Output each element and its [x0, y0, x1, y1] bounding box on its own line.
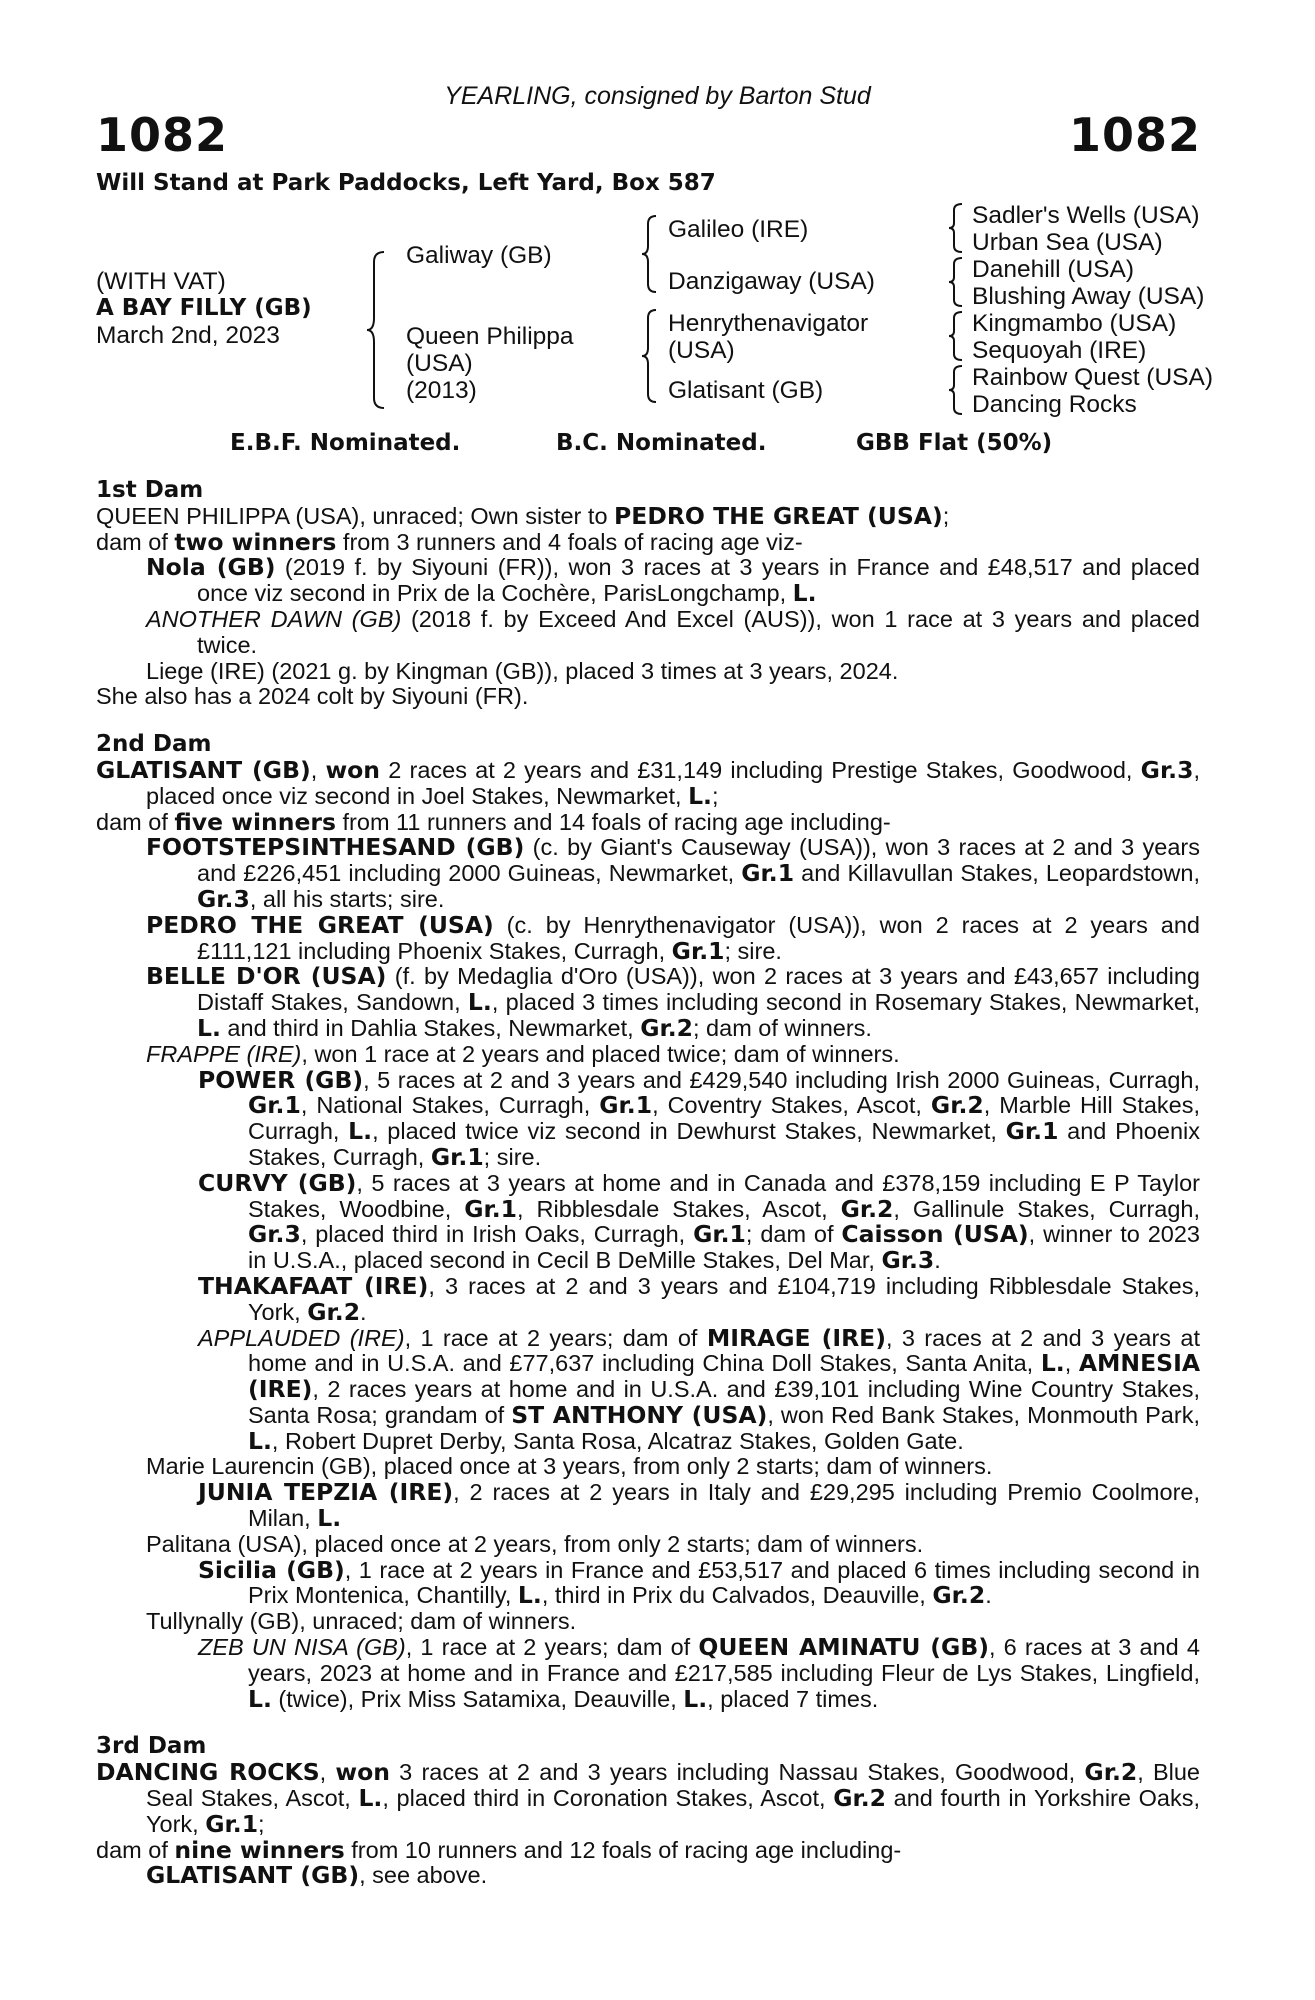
g3-ancestor: Urban Sea (USA)	[972, 229, 1163, 256]
stand-info: Will Stand at Park Paddocks, Left Yard, Box 587	[96, 170, 716, 196]
pedigree-entry: BELLE D'OR (USA) (f. by Medaglia d'Oro (USA)), won 2 races at 3 years and £43,657 including Distaff Stakes, Sandown, L., placed 3 times including second in Rosemary Stakes, Newmarket, L. and third in Dahlia Stakes, Newmarket, Gr.2; dam of winners.	[146, 962, 1200, 1042]
pedigree-entry: QUEEN PHILIPPA (USA), unraced; Own sister to PEDRO THE GREAT (USA);	[96, 501, 950, 530]
g3-ancestor: Sadler's Wells (USA)	[972, 202, 1200, 229]
section-title: 3rd Dam	[96, 1733, 207, 1760]
pedigree-entry: Tullynally (GB), unraced; dam of winners.	[146, 1608, 577, 1635]
g3-ancestor: Danehill (USA)	[972, 256, 1135, 283]
pedigree-entry: DANCING ROCKS, won 3 races at 2 and 3 years including Nassau Stakes, Goodwood, Gr.2, Blue Seal Stakes, Ascot, L., placed third in Coronation Stakes, Ascot, Gr.2 and fourth in Yorkshire Oaks, York, Gr.1;	[96, 1758, 1201, 1838]
sire-dam: Danzigaway (USA)	[668, 268, 875, 295]
pedigree-entry: Sicilia (GB), 1 race at 2 years in France and £53,517 and placed 6 times including second in Prix Montenica, Chantilly, L., third in Prix du Calvados, Deauville, Gr.2.	[198, 1555, 1200, 1610]
dam-dam: Glatisant (GB)	[668, 377, 824, 404]
dam-sire-line2: (USA)	[668, 337, 735, 364]
pedigree-entry: Liege (IRE) (2021 g. by Kingman (GB)), placed 3 times at 3 years, 2024.	[146, 657, 899, 684]
pedigree-entry: FOOTSTEPSINTHESAND (GB) (c. by Giant's Causeway (USA)), won 3 races at 2 and 3 years and £226,451 including 2000 Guineas, Newmarket, Gr.1 and Killavullan Stakes, Leopardstown, Gr.3, all his starts; sire.	[146, 833, 1200, 913]
dam-brace	[640, 308, 660, 404]
horse-dob: March 2nd, 2023	[96, 322, 280, 349]
ebf-nomination: E.B.F. Nominated.	[230, 430, 461, 456]
pedigree-entry: ANOTHER DAWN (GB) (2018 f. by Exceed And Excel (AUS)), won 1 race at 3 years and placed twice.	[146, 605, 1200, 658]
bc-nomination: B.C. Nominated.	[556, 430, 767, 456]
pedigree-entry: dam of nine winners from 10 runners and 12 foals of racing age including-	[96, 1835, 902, 1864]
pedigree-entry: GLATISANT (GB), see above.	[146, 1861, 488, 1890]
dam-name-line2: (USA)	[406, 350, 473, 377]
lot-number-left: 1082	[96, 108, 229, 162]
pedigree-entry: PEDRO THE GREAT (USA) (c. by Henrythenavigator (USA)), won 2 races at 2 years and £111,121 including Phoenix Stakes, Curragh, Gr.1; sire.	[146, 910, 1200, 965]
g3-ancestor: Rainbow Quest (USA)	[972, 364, 1214, 391]
pedigree-entry: JUNIA TEPZIA (IRE), 2 races at 2 years in Italy and £29,295 including Premio Coolmore, Milan, L.	[198, 1478, 1201, 1533]
pedigree-entry: Marie Laurencin (GB), placed once at 3 years, from only 2 starts; dam of winners.	[146, 1453, 993, 1480]
pedigree-entry: POWER (GB), 5 races at 2 and 3 years and £429,540 including Irish 2000 Guineas, Curragh, Gr.1, National Stakes, Curragh, Gr.1, Coventry Stakes, Ascot, Gr.2, Marble Hill Stakes, Curragh, L., placed twice viz second in Dewhurst Stakes, Newmarket, Gr.1 and Phoenix Stakes, Curragh, Gr.1; sire.	[198, 1065, 1201, 1171]
sire-sire: Galileo (IRE)	[668, 216, 809, 243]
pedigree-entry: ZEB UN NISA (GB), 1 race at 2 years; dam of QUEEN AMINATU (GB), 6 races at 3 and 4 years, 2023 at home and in France and £217,585 including Fleur de Lys Stakes, Lingfield, L. (twice), Prix Miss Satamixa, Deauville, L., placed 7 times.	[198, 1633, 1200, 1713]
horse-name: A BAY FILLY (GB)	[96, 295, 312, 321]
pedigree-entry: Palitana (USA), placed once at 2 years, from only 2 starts; dam of winners.	[146, 1530, 924, 1557]
pedigree-entry: dam of five winners from 11 runners and 14 foals of racing age including-	[96, 807, 891, 836]
vat-label: (WITH VAT)	[96, 268, 226, 295]
pedigree-entry: FRAPPE (IRE), won 1 race at 2 years and placed twice; dam of winners.	[146, 1040, 900, 1067]
dam-sire-line1: Henrythenavigator	[668, 310, 869, 337]
g3-brace-1	[946, 202, 966, 254]
gbb-flat: GBB Flat (50%)	[856, 430, 1053, 456]
dam-name-line3: (2013)	[406, 377, 477, 404]
pedigree-entry: GLATISANT (GB), won 2 races at 2 years and £31,149 including Prestige Stakes, Goodwood, Gr.3, placed once viz second in Joel Stakes, Newmarket, L.;	[96, 755, 1200, 810]
pedigree-entry: She also has a 2024 colt by Siyouni (FR).	[96, 683, 529, 710]
g3-ancestor: Dancing Rocks	[972, 391, 1137, 418]
sire-brace	[640, 214, 660, 294]
g3-ancestor: Kingmambo (USA)	[972, 310, 1177, 337]
section-title: 1st Dam	[96, 477, 204, 503]
nominations	[0, 430, 1315, 464]
consignor-header: YEARLING, consigned by Barton Stud	[444, 82, 871, 110]
sire-name: Galiway (GB)	[406, 242, 552, 269]
g3-ancestor: Blushing Away (USA)	[972, 283, 1205, 310]
g3-brace-2	[946, 256, 966, 308]
catalogue-body	[96, 478, 1200, 1889]
section-title: 2nd Dam	[96, 731, 212, 758]
pedigree-entry: APPLAUDED (IRE), 1 race at 2 years; dam of MIRAGE (IRE), 3 races at 2 and 3 years at home and in U.S.A. and £77,637 including China Doll Stakes, Santa Anita, L., AMNESIA (IRE), 2 races years at home and in U.S.A. and £39,101 including Wine Country Stakes, Santa Rosa; grandam of ST ANTHONY (USA), won Red Bank Stakes, Monmouth Park, L., Robert Dupret Derby, Santa Rosa, Alcatraz Stakes, Golden Gate.	[198, 1323, 1201, 1455]
lot-number-right: 1082	[1068, 108, 1201, 162]
pedigree-entry: THAKAFAAT (IRE), 3 races at 2 and 3 years and £104,719 including Ribblesdale Stakes, York, Gr.2.	[198, 1271, 1201, 1326]
g3-brace-4	[946, 364, 966, 416]
main-brace	[366, 250, 388, 410]
g3-ancestor: Sequoyah (IRE)	[972, 337, 1147, 364]
pedigree-entry: dam of two winners from 3 runners and 4 foals of racing age viz-	[96, 527, 803, 556]
dam-name-line1: Queen Philippa	[406, 323, 574, 350]
g3-brace-3	[946, 310, 966, 362]
pedigree-entry: Nola (GB) (2019 f. by Siyouni (FR)), won 3 races at 3 years in France and £48,517 and placed once viz second in Prix de la Cochère, ParisLongchamp, L.	[146, 553, 1201, 608]
pedigree-entry: CURVY (GB), 5 races at 3 years at home and in Canada and £378,159 including E P Taylor Stakes, Woodbine, Gr.1, Ribblesdale Stakes, Ascot, Gr.2, Gallinule Stakes, Curragh, Gr.3, placed third in Irish Oaks, Curragh, Gr.1; dam of Caisson (USA), winner to 2023 in U.S.A., placed second in Cecil B DeMille Stakes, Del Mar, Gr.3.	[198, 1168, 1201, 1275]
